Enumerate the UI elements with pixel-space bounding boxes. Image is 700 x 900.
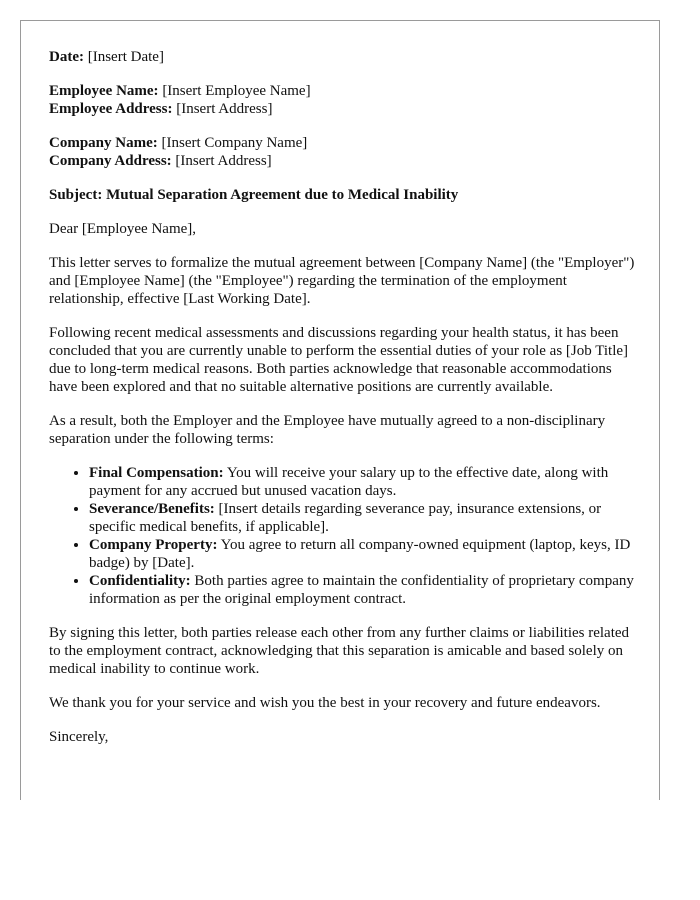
release-paragraph: By signing this letter, both parties release each other from any further claims or liabilities related to the employment contract, acknowledging that this separation is amicable and based solely on medical inability to continue work. bbox=[49, 625, 630, 677]
company-name-value: [Insert Company Name] bbox=[161, 135, 308, 151]
term-text: You agree to return all company-owned equipment (laptop, keys, ID badge) by [Date]. bbox=[89, 537, 631, 571]
salutation: Dear [Employee Name], bbox=[49, 221, 197, 237]
term-text: Both parties agree to maintain the confidentiality of proprietary company information as per the original employment contract. bbox=[89, 573, 634, 607]
term-text: You will receive your salary up to the effective date, along with payment for any accrued but unused vacation days. bbox=[89, 465, 609, 499]
date-line bbox=[49, 48, 635, 66]
intro-paragraph: This letter serves to formalize the mutual agreement between [Company Name] (the "Employer") and [Employee Name] (the "Employee") regarding the termination of the employment relationship, effective [Last Working Date]. bbox=[49, 255, 635, 307]
subject-line: Subject: Mutual Separation Agreement due to Medical Inability bbox=[49, 187, 459, 203]
company-block bbox=[49, 134, 635, 170]
term-label: Final Compensation: bbox=[89, 465, 224, 481]
closing: Sincerely, bbox=[49, 729, 109, 745]
term-label: Severance/Benefits: bbox=[89, 501, 215, 517]
term-label: Company Property: bbox=[89, 537, 218, 553]
company-name-line bbox=[49, 134, 635, 152]
terms-list bbox=[49, 464, 635, 608]
date-value: [Insert Date] bbox=[87, 49, 164, 65]
employee-address-value: [Insert Address] bbox=[176, 101, 273, 117]
list-item-confidentiality bbox=[89, 572, 635, 608]
company-address-label: Company Address: bbox=[49, 153, 172, 169]
medical-paragraph: Following recent medical assessments and discussions regarding your health status, it has been concluded that you are currently unable to perform the essential duties of your role as [Job Title] due to long-term medical reasons. Both parties acknowledge that reasonable accommodations have been explored and that no suitable alternative positions are currently available. bbox=[49, 325, 629, 395]
employee-name-line bbox=[49, 82, 635, 100]
employee-address-line bbox=[49, 100, 635, 118]
list-item-severance-benefits bbox=[89, 500, 635, 536]
employee-address-label: Employee Address: bbox=[49, 101, 173, 117]
thanks-paragraph: We thank you for your service and wish you the best in your recovery and future endeavors. bbox=[49, 695, 601, 711]
list-item-company-property bbox=[89, 536, 635, 572]
company-address-line bbox=[49, 152, 635, 170]
company-name-label: Company Name: bbox=[49, 135, 158, 151]
employee-block bbox=[49, 82, 635, 118]
employee-name-label: Employee Name: bbox=[49, 83, 159, 99]
date-label: Date: bbox=[49, 49, 84, 65]
letter-page bbox=[20, 20, 660, 800]
result-paragraph: As a result, both the Employer and the Employee have mutually agreed to a non-disciplinary separation under the following terms: bbox=[49, 413, 606, 447]
letter-body bbox=[49, 48, 635, 762]
term-label: Confidentiality: bbox=[89, 573, 191, 589]
company-address-value: [Insert Address] bbox=[175, 153, 272, 169]
term-text: [Insert details regarding severance pay, insurance extensions, or specific medical benefits, if applicable]. bbox=[89, 501, 602, 535]
employee-name-value: [Insert Employee Name] bbox=[162, 83, 311, 99]
list-item-final-compensation bbox=[89, 464, 635, 500]
